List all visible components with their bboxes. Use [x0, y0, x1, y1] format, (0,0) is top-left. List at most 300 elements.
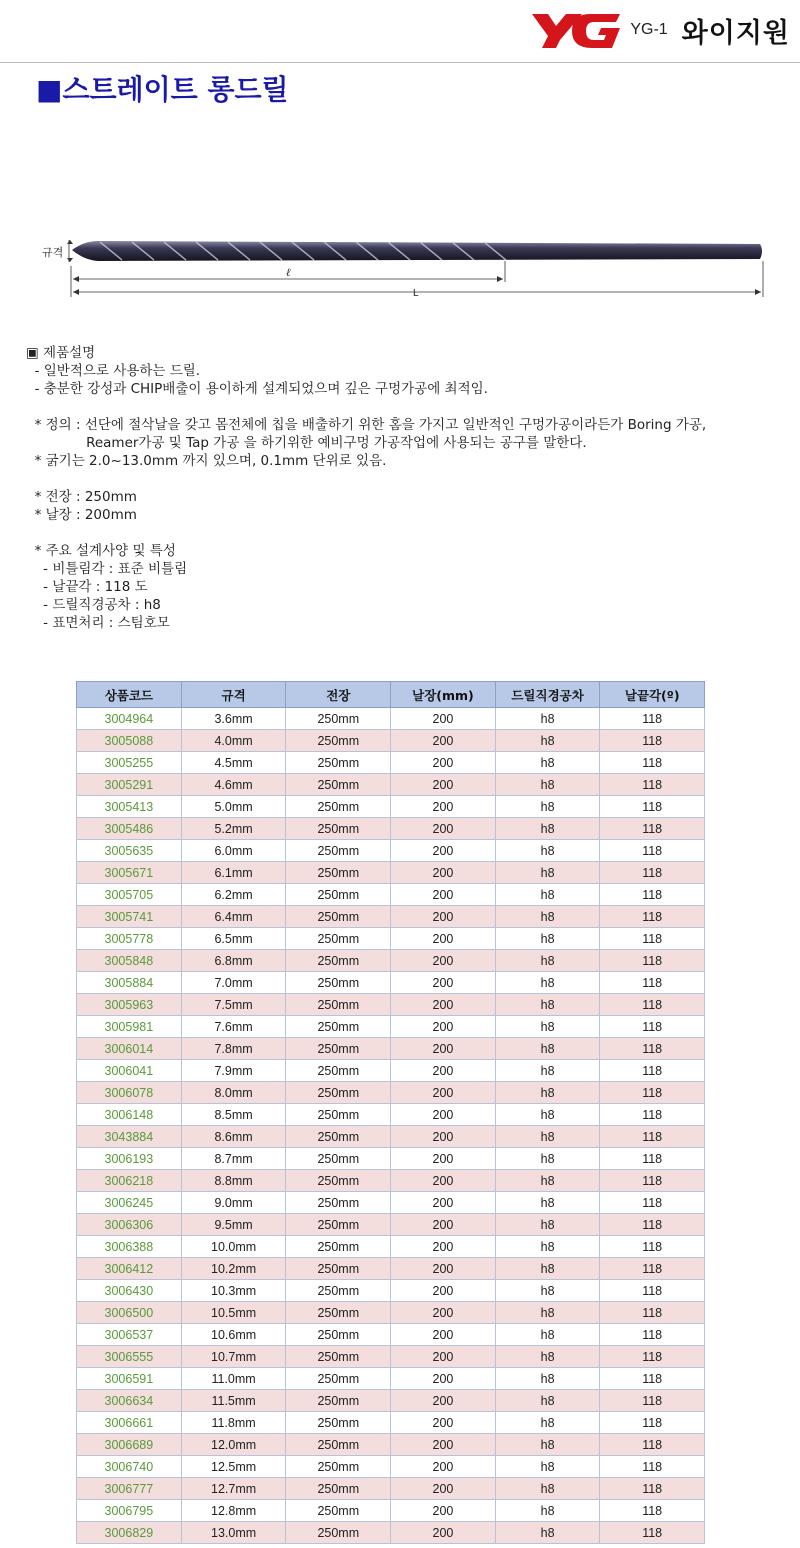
flute-length-cell: 200 [391, 928, 496, 950]
tolerance-cell: h8 [495, 1456, 600, 1478]
tolerance-cell: h8 [495, 1236, 600, 1258]
col-point-angle: 날끝각(º) [600, 682, 705, 708]
flute-length-cell: 200 [391, 1522, 496, 1544]
table-row [77, 1192, 705, 1214]
flute-length-label: ℓ [286, 266, 291, 279]
flute-length-cell: 200 [391, 1368, 496, 1390]
description-line: * 날장 : 200mm [26, 507, 137, 523]
product-code-cell: 3005486 [77, 818, 182, 840]
overall-length-cell: 250mm [286, 1170, 391, 1192]
product-code-cell: 3005088 [77, 730, 182, 752]
tolerance-cell: h8 [495, 972, 600, 994]
size-cell: 7.0mm [181, 972, 286, 994]
overall-length-cell: 250mm [286, 1280, 391, 1302]
point-angle-cell: 118 [600, 1456, 705, 1478]
size-cell: 8.8mm [181, 1170, 286, 1192]
overall-length-cell: 250mm [286, 752, 391, 774]
point-angle-cell: 118 [600, 1060, 705, 1082]
point-angle-cell: 118 [600, 1302, 705, 1324]
table-row [77, 840, 705, 862]
product-code-cell: 3006661 [77, 1412, 182, 1434]
size-cell: 12.8mm [181, 1500, 286, 1522]
overall-length-cell: 250mm [286, 1016, 391, 1038]
table-row [77, 862, 705, 884]
size-cell: 13.0mm [181, 1522, 286, 1544]
product-code-cell: 3006306 [77, 1214, 182, 1236]
product-table [76, 681, 705, 1544]
tolerance-cell: h8 [495, 774, 600, 796]
flute-length-cell: 200 [391, 708, 496, 730]
point-angle-cell: 118 [600, 1126, 705, 1148]
overall-length-cell: 250mm [286, 796, 391, 818]
table-row [77, 730, 705, 752]
overall-length-cell: 250mm [286, 1368, 391, 1390]
product-code-cell: 3005884 [77, 972, 182, 994]
flute-length-cell: 200 [391, 906, 496, 928]
table-row [77, 1302, 705, 1324]
brand-header [530, 8, 790, 52]
product-code-cell: 3006412 [77, 1258, 182, 1280]
brand-name: 와이지원 [681, 17, 790, 49]
point-angle-cell: 118 [600, 1082, 705, 1104]
product-code-cell: 3006795 [77, 1500, 182, 1522]
point-angle-cell: 118 [600, 730, 705, 752]
overall-length-cell: 250mm [286, 950, 391, 972]
size-cell: 3.6mm [181, 708, 286, 730]
flute-length-cell: 200 [391, 1258, 496, 1280]
flute-length-cell: 200 [391, 1060, 496, 1082]
flute-length-cell: 200 [391, 1346, 496, 1368]
size-cell: 4.0mm [181, 730, 286, 752]
size-cell: 8.5mm [181, 1104, 286, 1126]
tolerance-cell: h8 [495, 1060, 600, 1082]
tolerance-cell: h8 [495, 730, 600, 752]
table-row [77, 1082, 705, 1104]
description-line: - 날끝각 : 118 도 [26, 579, 148, 595]
table-row [77, 818, 705, 840]
table-row [77, 884, 705, 906]
table-row [77, 1456, 705, 1478]
flute-length-cell: 200 [391, 1280, 496, 1302]
flute-length-cell: 200 [391, 1214, 496, 1236]
overall-length-cell: 250mm [286, 906, 391, 928]
table-row [77, 1038, 705, 1060]
point-angle-cell: 118 [600, 950, 705, 972]
point-angle-cell: 118 [600, 972, 705, 994]
table-row [77, 1170, 705, 1192]
tolerance-cell: h8 [495, 752, 600, 774]
flute-length-cell: 200 [391, 818, 496, 840]
size-cell: 10.3mm [181, 1280, 286, 1302]
overall-length-cell: 250mm [286, 1060, 391, 1082]
tolerance-cell: h8 [495, 1280, 600, 1302]
tolerance-cell: h8 [495, 1302, 600, 1324]
tolerance-cell: h8 [495, 1258, 600, 1280]
tolerance-cell: h8 [495, 818, 600, 840]
point-angle-cell: 118 [600, 1258, 705, 1280]
flute-length-cell: 200 [391, 730, 496, 752]
tolerance-cell: h8 [495, 1324, 600, 1346]
table-body [77, 708, 705, 1544]
col-size: 규격 [181, 682, 286, 708]
product-code-cell: 3005848 [77, 950, 182, 972]
product-code-cell: 3006148 [77, 1104, 182, 1126]
tolerance-cell: h8 [495, 1148, 600, 1170]
description-line: Reamer가공 및 Tap 가공 을 하기위한 예비구멍 가공작업에 사용되는 공구를 말한다. [26, 435, 587, 451]
col-flute-length: 날장(mm) [391, 682, 496, 708]
point-angle-cell: 118 [600, 1280, 705, 1302]
point-angle-cell: 118 [600, 840, 705, 862]
description-line: - 충분한 강성과 CHIP배출이 용이하게 설계되었으며 깊은 구멍가공에 최적임. [26, 381, 488, 397]
overall-length-cell: 250mm [286, 1082, 391, 1104]
tolerance-cell: h8 [495, 796, 600, 818]
size-cell: 7.5mm [181, 994, 286, 1016]
point-angle-cell: 118 [600, 796, 705, 818]
point-angle-cell: 118 [600, 774, 705, 796]
table-row [77, 1104, 705, 1126]
product-code-cell: 3005741 [77, 906, 182, 928]
size-cell: 12.0mm [181, 1434, 286, 1456]
table-row [77, 1236, 705, 1258]
overall-length-cell: 250mm [286, 1148, 391, 1170]
tolerance-cell: h8 [495, 950, 600, 972]
point-angle-cell: 118 [600, 1104, 705, 1126]
description-line: - 일반적으로 사용하는 드릴. [26, 363, 201, 379]
size-cell: 10.6mm [181, 1324, 286, 1346]
overall-length-cell: 250mm [286, 1324, 391, 1346]
tolerance-cell: h8 [495, 1214, 600, 1236]
point-angle-cell: 118 [600, 1192, 705, 1214]
point-angle-cell: 118 [600, 862, 705, 884]
product-code-cell: 3006078 [77, 1082, 182, 1104]
flute-length-cell: 200 [391, 1104, 496, 1126]
flute-length-cell: 200 [391, 796, 496, 818]
product-code-cell: 3005981 [77, 1016, 182, 1038]
tolerance-cell: h8 [495, 884, 600, 906]
size-cell: 6.1mm [181, 862, 286, 884]
table-row [77, 950, 705, 972]
overall-length-cell: 250mm [286, 1258, 391, 1280]
point-angle-cell: 118 [600, 1214, 705, 1236]
tolerance-cell: h8 [495, 1170, 600, 1192]
description-line: - 표면처리 : 스팀호모 [26, 615, 170, 631]
point-angle-cell: 118 [600, 1236, 705, 1258]
size-cell: 11.0mm [181, 1368, 286, 1390]
flute-length-cell: 200 [391, 1192, 496, 1214]
overall-length-cell: 250mm [286, 1346, 391, 1368]
table-row [77, 1522, 705, 1544]
tolerance-cell: h8 [495, 1192, 600, 1214]
table-header-row [77, 682, 705, 708]
table-row [77, 1412, 705, 1434]
table-row [77, 1500, 705, 1522]
point-angle-cell: 118 [600, 1500, 705, 1522]
tolerance-cell: h8 [495, 1412, 600, 1434]
overall-length-cell: 250mm [286, 818, 391, 840]
flute-length-cell: 200 [391, 994, 496, 1016]
product-code-cell: 3005635 [77, 840, 182, 862]
flute-length-cell: 200 [391, 1170, 496, 1192]
product-code-cell: 3006500 [77, 1302, 182, 1324]
tolerance-cell: h8 [495, 1346, 600, 1368]
overall-length-cell: 250mm [286, 1500, 391, 1522]
size-cell: 7.9mm [181, 1060, 286, 1082]
description-line: - 드릴직경공차 : h8 [26, 597, 161, 613]
size-cell: 10.2mm [181, 1258, 286, 1280]
product-code-cell: 3004964 [77, 708, 182, 730]
size-cell: 4.5mm [181, 752, 286, 774]
product-code-cell: 3006829 [77, 1522, 182, 1544]
product-code-cell: 3005255 [77, 752, 182, 774]
tolerance-cell: h8 [495, 1434, 600, 1456]
point-angle-cell: 118 [600, 1412, 705, 1434]
flute-length-cell: 200 [391, 1324, 496, 1346]
flute-length-cell: 200 [391, 1126, 496, 1148]
flute-length-cell: 200 [391, 1038, 496, 1060]
overall-length-cell: 250mm [286, 1302, 391, 1324]
flute-length-cell: 200 [391, 1434, 496, 1456]
size-cell: 10.0mm [181, 1236, 286, 1258]
overall-length-cell: 250mm [286, 994, 391, 1016]
size-cell: 8.6mm [181, 1126, 286, 1148]
overall-length-cell: 250mm [286, 840, 391, 862]
drill-diagram [40, 230, 780, 300]
tolerance-cell: h8 [495, 862, 600, 884]
overall-length-cell: 250mm [286, 1126, 391, 1148]
tolerance-cell: h8 [495, 994, 600, 1016]
size-cell: 6.5mm [181, 928, 286, 950]
overall-length-label: L [413, 288, 419, 299]
size-cell: 6.2mm [181, 884, 286, 906]
description-line: * 굵기는 2.0~13.0mm 까지 있으며, 0.1mm 단위로 있음. [26, 453, 387, 469]
description-line [26, 470, 706, 488]
tolerance-cell: h8 [495, 1126, 600, 1148]
description-line: ▣ 제품설명 [26, 345, 96, 361]
overall-length-cell: 250mm [286, 730, 391, 752]
description-line [26, 398, 706, 416]
table-row [77, 1214, 705, 1236]
point-angle-cell: 118 [600, 1324, 705, 1346]
size-cell: 11.8mm [181, 1412, 286, 1434]
point-angle-cell: 118 [600, 1478, 705, 1500]
overall-length-cell: 250mm [286, 1192, 391, 1214]
table-row [77, 1390, 705, 1412]
product-code-cell: 3005778 [77, 928, 182, 950]
table-row [77, 1148, 705, 1170]
size-cell: 6.8mm [181, 950, 286, 972]
tolerance-cell: h8 [495, 928, 600, 950]
tolerance-cell: h8 [495, 1478, 600, 1500]
flute-length-cell: 200 [391, 774, 496, 796]
size-cell: 12.7mm [181, 1478, 286, 1500]
table-row [77, 906, 705, 928]
table-row [77, 1346, 705, 1368]
description-line: - 비틀림각 : 표준 비틀림 [26, 561, 188, 577]
product-code-cell: 3006591 [77, 1368, 182, 1390]
point-angle-cell: 118 [600, 708, 705, 730]
table-row [77, 1060, 705, 1082]
point-angle-cell: 118 [600, 884, 705, 906]
table-row [77, 708, 705, 730]
size-cell: 5.2mm [181, 818, 286, 840]
product-code-cell: 3005671 [77, 862, 182, 884]
point-angle-cell: 118 [600, 818, 705, 840]
header-divider [0, 62, 800, 63]
size-cell: 8.7mm [181, 1148, 286, 1170]
point-angle-cell: 118 [600, 1434, 705, 1456]
product-code-cell: 3006193 [77, 1148, 182, 1170]
product-code-cell: 3006555 [77, 1346, 182, 1368]
point-angle-cell: 118 [600, 906, 705, 928]
product-description [26, 344, 706, 632]
table-row [77, 796, 705, 818]
tolerance-cell: h8 [495, 1368, 600, 1390]
flute-length-cell: 200 [391, 752, 496, 774]
table-row [77, 928, 705, 950]
point-angle-cell: 118 [600, 1390, 705, 1412]
product-code-cell: 3006014 [77, 1038, 182, 1060]
flute-length-cell: 200 [391, 1390, 496, 1412]
product-code-cell: 3006689 [77, 1434, 182, 1456]
point-angle-cell: 118 [600, 928, 705, 950]
yg-logo-icon [530, 10, 622, 50]
size-cell: 9.0mm [181, 1192, 286, 1214]
size-cell: 7.6mm [181, 1016, 286, 1038]
overall-length-cell: 250mm [286, 774, 391, 796]
flute-length-cell: 200 [391, 1082, 496, 1104]
col-overall-length: 전장 [286, 682, 391, 708]
tolerance-cell: h8 [495, 840, 600, 862]
overall-length-cell: 250mm [286, 1038, 391, 1060]
table-row [77, 1126, 705, 1148]
size-cell: 7.8mm [181, 1038, 286, 1060]
tolerance-cell: h8 [495, 708, 600, 730]
flute-length-cell: 200 [391, 1236, 496, 1258]
product-code-cell: 3006218 [77, 1170, 182, 1192]
description-line: * 주요 설계사양 및 특성 [26, 543, 176, 559]
tolerance-cell: h8 [495, 1038, 600, 1060]
description-line [26, 524, 706, 542]
product-code-cell: 3006041 [77, 1060, 182, 1082]
overall-length-cell: 250mm [286, 1434, 391, 1456]
point-angle-cell: 118 [600, 1170, 705, 1192]
overall-length-cell: 250mm [286, 1522, 391, 1544]
product-code-cell: 3005963 [77, 994, 182, 1016]
product-code-cell: 3006634 [77, 1390, 182, 1412]
overall-length-cell: 250mm [286, 928, 391, 950]
tolerance-cell: h8 [495, 1390, 600, 1412]
tolerance-cell: h8 [495, 1522, 600, 1544]
product-code-cell: 3043884 [77, 1126, 182, 1148]
size-cell: 6.4mm [181, 906, 286, 928]
flute-length-cell: 200 [391, 1500, 496, 1522]
page-title: ■스트레이트 롱드릴 [36, 73, 289, 106]
table-row [77, 774, 705, 796]
flute-length-cell: 200 [391, 1456, 496, 1478]
overall-length-cell: 250mm [286, 708, 391, 730]
brand-model: YG-1 [630, 21, 668, 38]
product-code-cell: 3006430 [77, 1280, 182, 1302]
table-row [77, 994, 705, 1016]
flute-length-cell: 200 [391, 862, 496, 884]
product-code-cell: 3005413 [77, 796, 182, 818]
size-cell: 9.5mm [181, 1214, 286, 1236]
table-row [77, 1016, 705, 1038]
overall-length-cell: 250mm [286, 1214, 391, 1236]
product-code-cell: 3006537 [77, 1324, 182, 1346]
col-product-code: 상품코드 [77, 682, 182, 708]
flute-length-cell: 200 [391, 1148, 496, 1170]
flute-length-cell: 200 [391, 972, 496, 994]
overall-length-cell: 250mm [286, 1104, 391, 1126]
table-row [77, 1368, 705, 1390]
size-cell: 6.0mm [181, 840, 286, 862]
overall-length-cell: 250mm [286, 1478, 391, 1500]
table-row [77, 1258, 705, 1280]
table-row [77, 752, 705, 774]
size-cell: 10.5mm [181, 1302, 286, 1324]
size-cell: 4.6mm [181, 774, 286, 796]
size-cell: 10.7mm [181, 1346, 286, 1368]
flute-length-cell: 200 [391, 950, 496, 972]
flute-length-cell: 200 [391, 840, 496, 862]
tolerance-cell: h8 [495, 906, 600, 928]
overall-length-cell: 250mm [286, 1390, 391, 1412]
flute-length-cell: 200 [391, 1302, 496, 1324]
flute-length-cell: 200 [391, 1016, 496, 1038]
overall-length-cell: 250mm [286, 884, 391, 906]
size-cell: 5.0mm [181, 796, 286, 818]
overall-length-cell: 250mm [286, 1456, 391, 1478]
table-row [77, 1280, 705, 1302]
table-row [77, 972, 705, 994]
point-angle-cell: 118 [600, 752, 705, 774]
point-angle-cell: 118 [600, 1346, 705, 1368]
point-angle-cell: 118 [600, 1368, 705, 1390]
diameter-label: 규격 [42, 246, 64, 259]
col-diameter-tolerance: 드릴직경공차 [495, 682, 600, 708]
flute-length-cell: 200 [391, 884, 496, 906]
point-angle-cell: 118 [600, 994, 705, 1016]
point-angle-cell: 118 [600, 1522, 705, 1544]
product-code-cell: 3006245 [77, 1192, 182, 1214]
overall-length-cell: 250mm [286, 1412, 391, 1434]
size-cell: 12.5mm [181, 1456, 286, 1478]
point-angle-cell: 118 [600, 1016, 705, 1038]
product-code-cell: 3006388 [77, 1236, 182, 1258]
table-row [77, 1324, 705, 1346]
point-angle-cell: 118 [600, 1038, 705, 1060]
tolerance-cell: h8 [495, 1104, 600, 1126]
size-cell: 11.5mm [181, 1390, 286, 1412]
product-code-cell: 3005291 [77, 774, 182, 796]
product-code-cell: 3006740 [77, 1456, 182, 1478]
overall-length-cell: 250mm [286, 1236, 391, 1258]
point-angle-cell: 118 [600, 1148, 705, 1170]
flute-length-cell: 200 [391, 1478, 496, 1500]
tolerance-cell: h8 [495, 1082, 600, 1104]
tolerance-cell: h8 [495, 1016, 600, 1038]
overall-length-cell: 250mm [286, 972, 391, 994]
size-cell: 8.0mm [181, 1082, 286, 1104]
description-line: * 정의 : 선단에 절삭날을 갖고 몸전체에 칩을 배출하기 위한 홈을 가지고 일반적인 구멍가공이라든가 Boring 가공, [26, 417, 707, 433]
product-code-cell: 3005705 [77, 884, 182, 906]
flute-length-cell: 200 [391, 1412, 496, 1434]
description-line: * 전장 : 250mm [26, 489, 137, 505]
product-code-cell: 3006777 [77, 1478, 182, 1500]
tolerance-cell: h8 [495, 1500, 600, 1522]
table-row [77, 1434, 705, 1456]
